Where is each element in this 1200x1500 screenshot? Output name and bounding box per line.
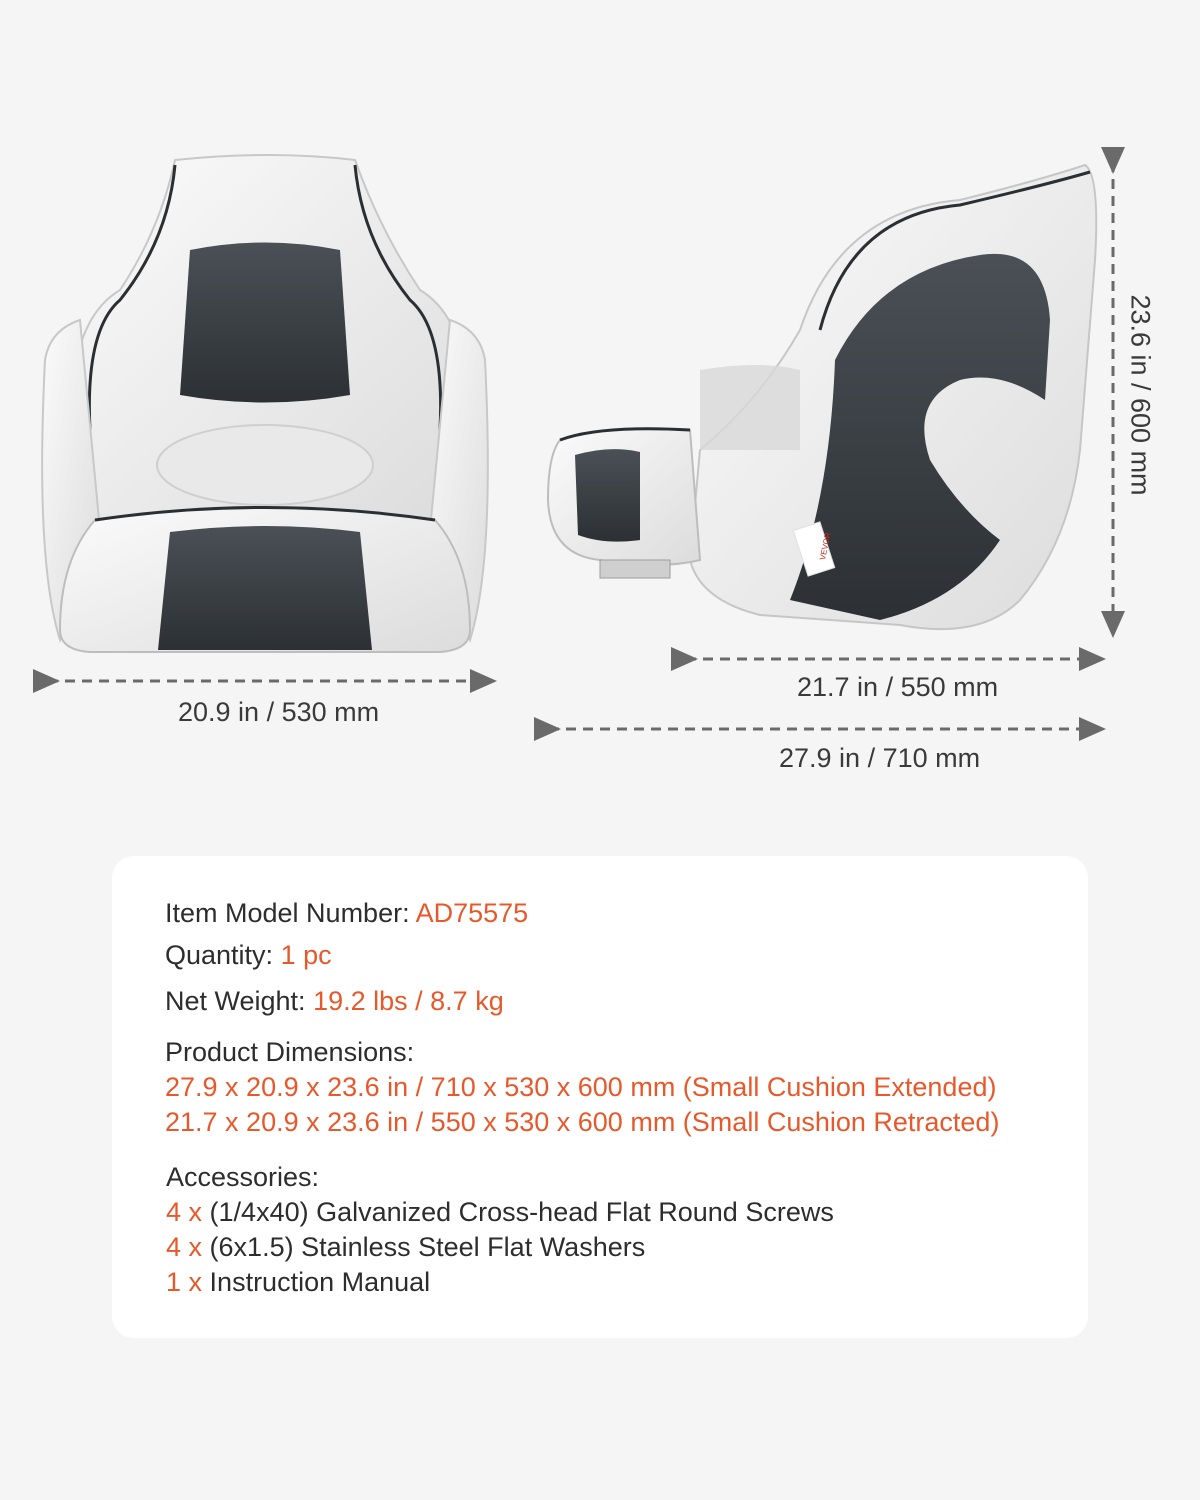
net-weight-label: Net Weight: <box>165 986 306 1016</box>
accessory-item <box>166 1230 834 1265</box>
net-weight-value: 19.2 lbs / 8.7 kg <box>313 986 504 1016</box>
net-weight-row <box>165 986 504 1017</box>
side-depth-extended-label: 27.9 in / 710 mm <box>779 743 981 773</box>
accessory-item <box>166 1265 834 1300</box>
accessory-qty: 1 x <box>166 1267 203 1297</box>
model-number-row <box>165 898 528 929</box>
accessory-qty: 4 x <box>166 1197 203 1227</box>
model-number-value: AD75575 <box>415 898 529 928</box>
product-dimensions-label: Product Dimensions: <box>165 1037 415 1067</box>
quantity-value: 1 pc <box>280 940 332 970</box>
model-number-label: Item Model Number: <box>165 898 410 928</box>
front-view-seat <box>42 155 488 652</box>
front-width-label: 20.9 in / 530 mm <box>178 697 380 727</box>
front-back-panel <box>180 243 350 403</box>
accessories-label: Accessories: <box>166 1162 320 1192</box>
product-dimension-retracted: 21.7 x 20.9 x 23.6 in / 550 x 530 x 600 mm (Small Cushion Retracted) <box>165 1107 1000 1137</box>
accessory-qty: 4 x <box>166 1232 203 1262</box>
product-dimensions-block <box>165 1035 999 1140</box>
accessory-name: (1/4x40) Galvanized Cross-head Flat Round Screws <box>209 1197 834 1227</box>
side-view-seat <box>548 165 1096 629</box>
side-depth-retracted-label: 21.7 in / 550 mm <box>797 672 999 702</box>
accessory-item <box>166 1195 834 1230</box>
accessories-block <box>166 1160 834 1300</box>
brand-tag-text: VEVOR <box>817 531 833 561</box>
height-label: 23.6 in / 600 mm <box>1125 294 1156 496</box>
quantity-row <box>165 940 332 971</box>
accessory-name: (6x1.5) Stainless Steel Flat Washers <box>209 1232 646 1262</box>
product-dimension-extended: 27.9 x 20.9 x 23.6 in / 710 x 530 x 600 mm (Small Cushion Extended) <box>165 1072 997 1102</box>
quantity-label: Quantity: <box>165 940 274 970</box>
accessory-name: Instruction Manual <box>209 1267 431 1297</box>
front-cushion-panel <box>158 526 372 650</box>
